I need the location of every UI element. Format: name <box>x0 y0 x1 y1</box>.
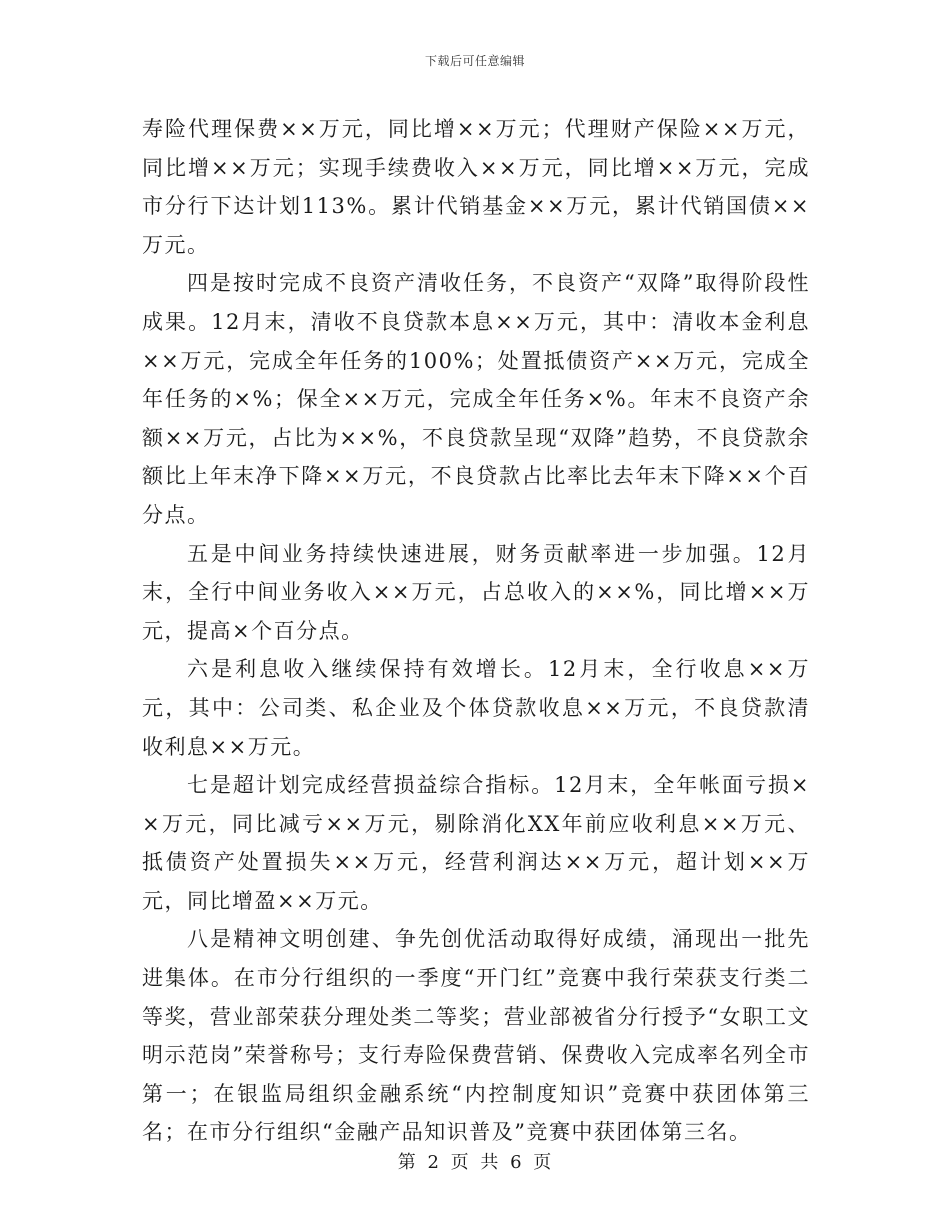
paragraph-2: 四是按时完成不良资产清收任务，不良资产“双降”取得阶段性成果。12月末，清收不良贷款本息××万元，其中：清收本金利息××万元，完成全年任务的100%；处置抵债资产××万元，完成全年任务的×%；保全××万元，完成全年任务×%。年末不良资产余额××万元，占比为××%，不良贷款呈现“双降”趋势，不良贷款余额比上年末净下降××万元，不良贷款占比率比去年末下降××个百分点。 <box>142 271 810 527</box>
page-header: 下载后可任意编辑 <box>424 54 525 68</box>
paragraph-3: 五是中间业务持续快速进展，财务贡献率进一步加强。12月末，全行中间业务收入××万元，占总收入的××%，同比增××万元，提高×个百分点。 <box>142 541 810 643</box>
paragraph-6: 八是精神文明创建、争先创优活动取得好成绩，涌现出一批先进集体。在市分行组织的一季度“开门红”竞赛中我行荣获支行类二等奖，营业部荣获分理处类二等奖；营业部被省分行授予“女职工文明示范岗”荣誉称号；支行寿险保费营销、保费收入完成率名列全市第一；在银监局组织金融系统“内控制度知识”竞赛中获团体第三名；在市分行组织“金融产品知识普及”竞赛中获团体第三名。 <box>142 927 810 1145</box>
paragraph-4: 六是利息收入继续保持有效增长。12月末，全行收息××万元，其中：公司类、私企业及个体贷款收息××万元，不良贷款清收利息××万元。 <box>142 657 810 759</box>
paragraph-5: 七是超计划完成经营损益综合指标。12月末，全年帐面亏损××万元，同比减亏××万元，剔除消化XX年前应收利息××万元、抵债资产处置损失××万元，经营利润达××万元，超计划××万元，同比增盈××万元。 <box>142 773 810 913</box>
paragraph-1: 寿险代理保费××万元，同比增××万元；代理财产保险××万元，同比增××万元；实现手续费收入××万元，同比增××万元，完成市分行下达计划113%。累计代销基金××万元，累计代销国债××万元。 <box>142 117 810 257</box>
page-number: 第 2 页 共 6 页 <box>397 1152 553 1173</box>
document-body <box>142 110 810 1152</box>
